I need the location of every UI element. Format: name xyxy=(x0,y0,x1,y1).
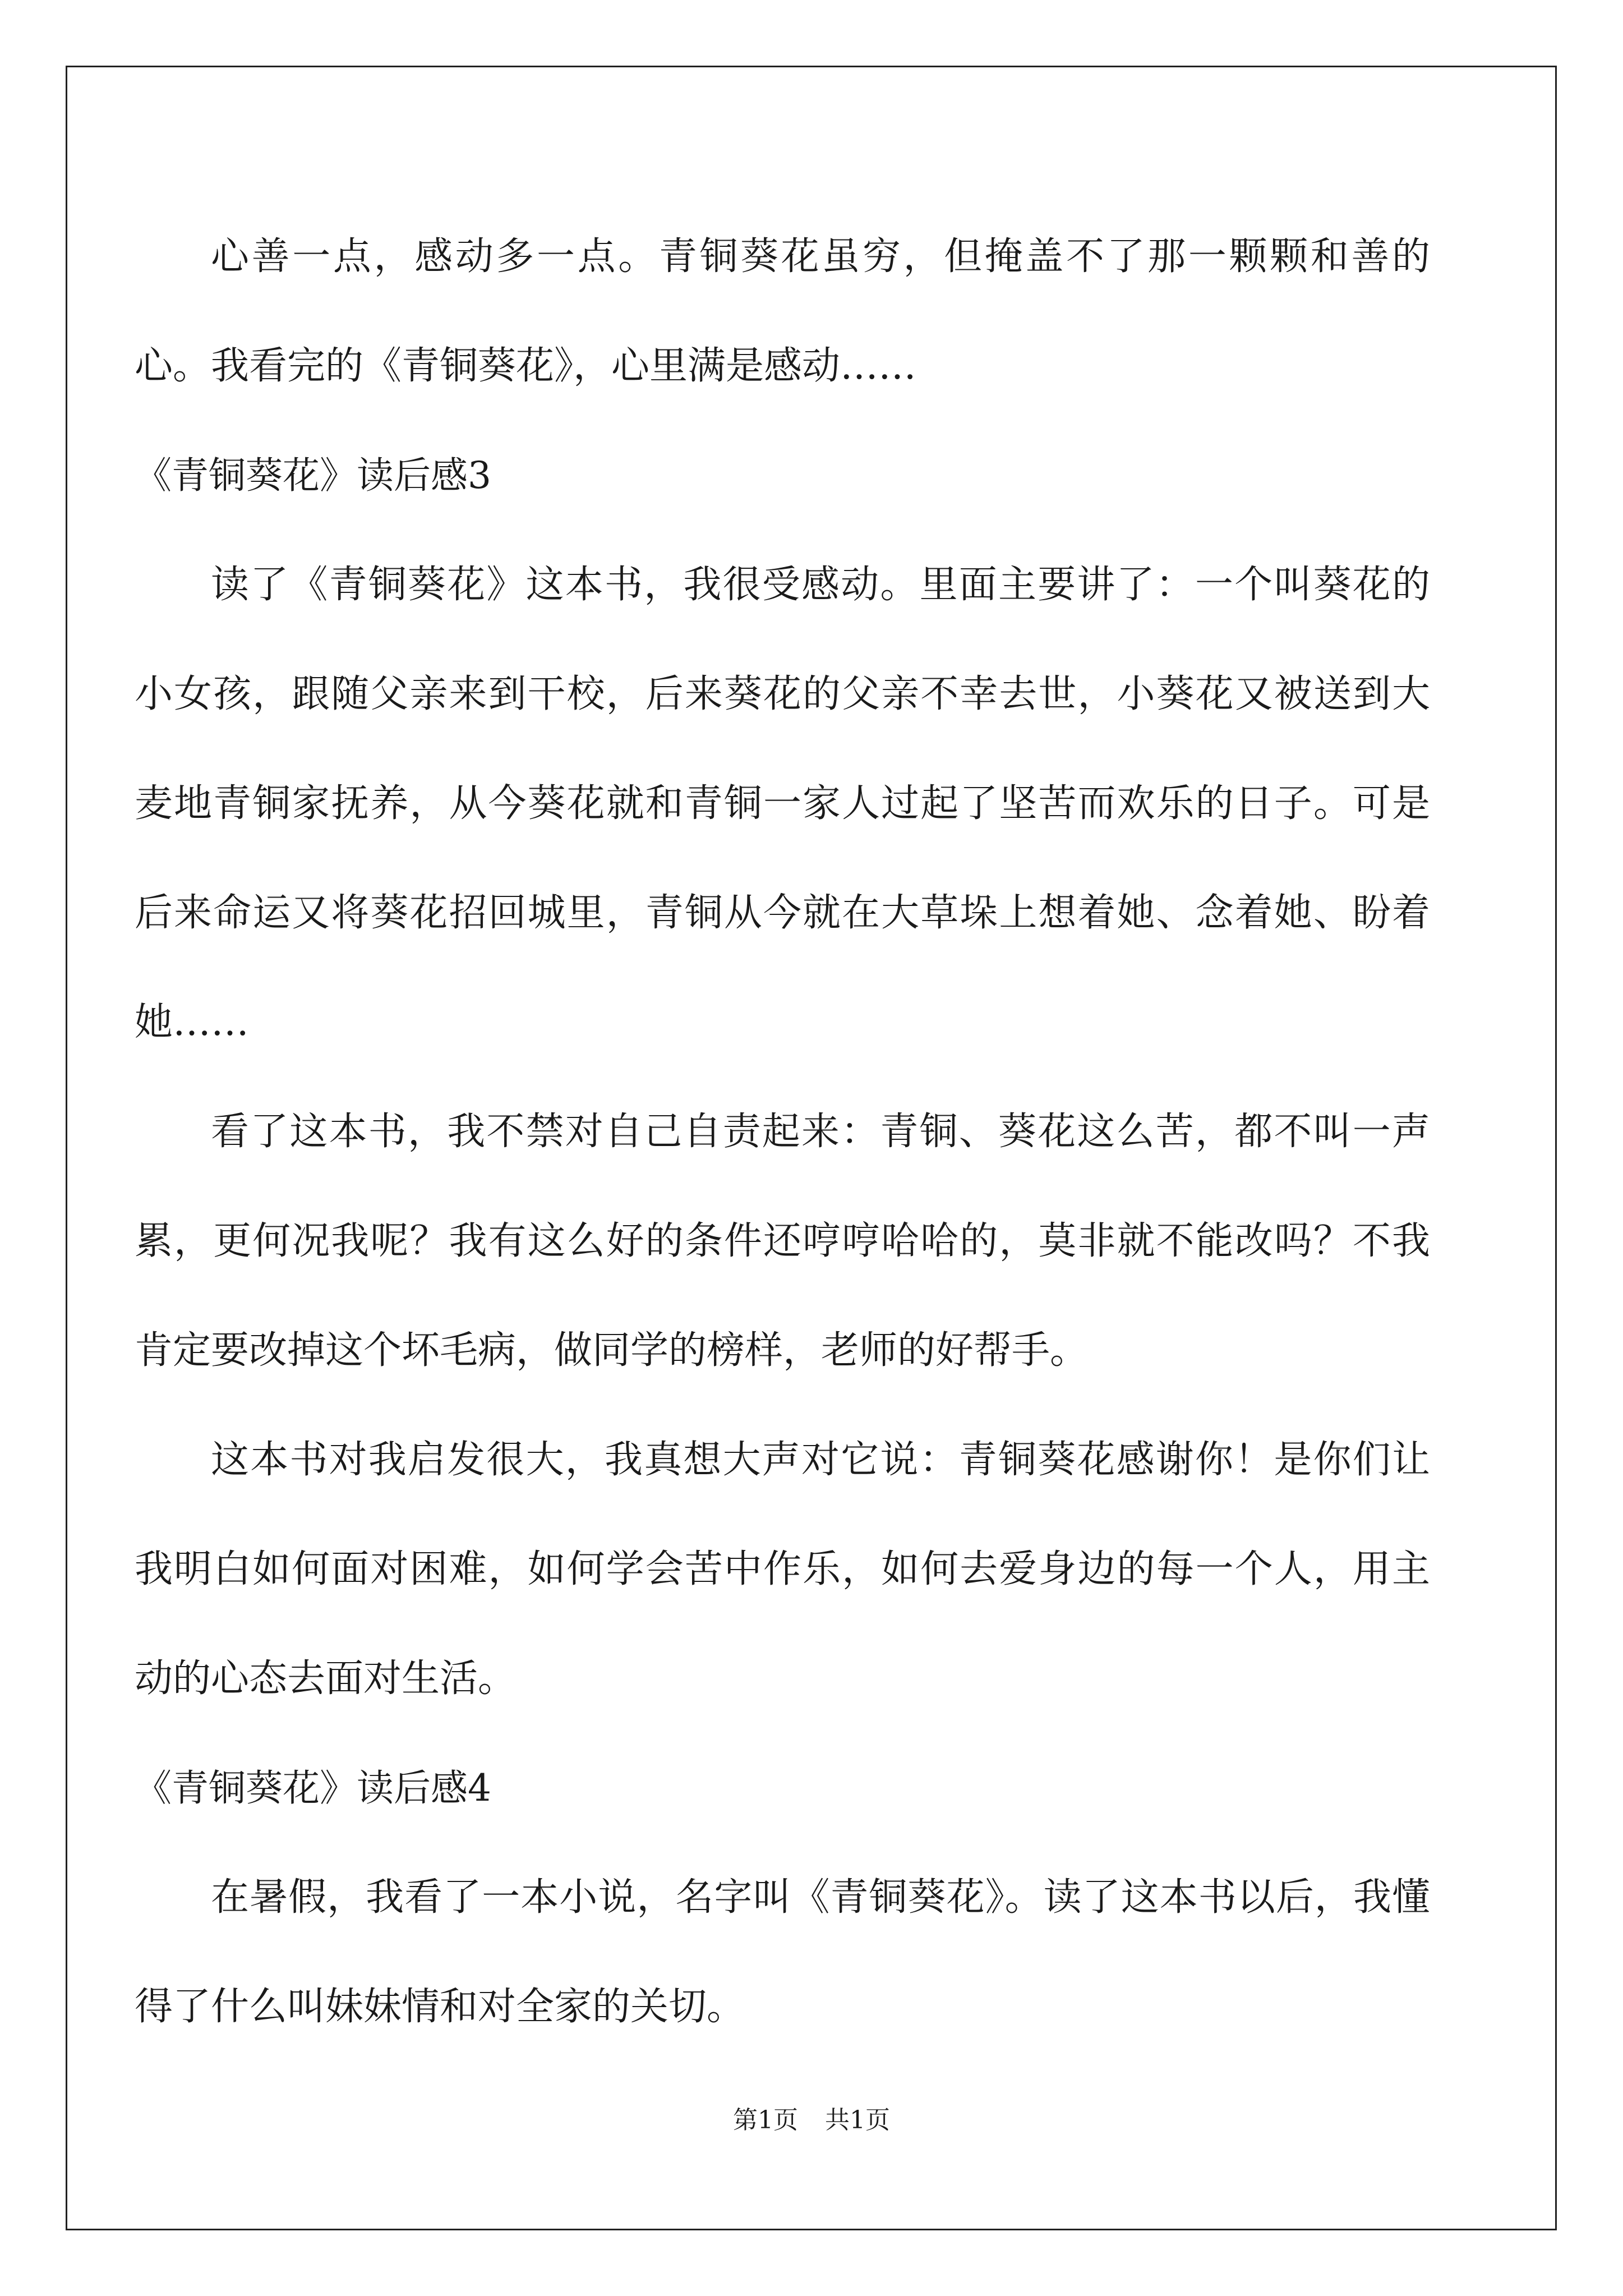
section-heading-3: 《青铜葵花》读后感3 xyxy=(135,454,491,497)
document-body xyxy=(135,202,1430,2062)
paragraph-intro: 心善一点，感动多一点。青铜葵花虽穷，但掩盖不了那一颗颗和善的心。我看完的《青铜葵花》，心里满是感动…… xyxy=(135,234,1430,388)
section-heading-4: 《青铜葵花》读后感4 xyxy=(135,1766,491,1810)
page-total: 共1页 xyxy=(825,2106,890,2134)
paragraph-summary: 读了《青铜葵花》这本书，我很受感动。里面主要讲了：一个叫葵花的小女孩，跟随父亲来到干校，后来葵花的父亲不幸去世，小葵花又被送到大麦地青铜家抚养，从今葵花就和青铜一家人过起了坚苦而欢乐的日子。可是后来命运又将葵花招回城里，青铜从今就在大草垛上想着她、念着她、盼着她…… xyxy=(135,563,1430,1045)
paragraph-summer: 在暑假，我看了一本小说，名字叫《青铜葵花》。读了这本书以后，我懂得了什么叫妹妹情和对全家的关切。 xyxy=(135,1875,1430,2029)
page-number: 第1页 xyxy=(733,2106,798,2134)
page-footer xyxy=(0,2104,1623,2137)
paragraph-reflection: 看了这本书，我不禁对自己自责起来：青铜、葵花这么苦，都不叫一声累，更何况我呢？我有这么好的条件还哼哼哈哈的，莫非就不能改吗？不我肯定要改掉这个坏毛病，做同学的榜样，老师的好帮手。 xyxy=(135,1110,1430,1373)
paragraph-inspiration: 这本书对我启发很大，我真想大声对它说：青铜葵花感谢你！是你们让我明白如何面对困难，如何学会苦中作乐，如何去爱身边的每一个人，用主动的心态去面对生活。 xyxy=(135,1438,1430,1701)
